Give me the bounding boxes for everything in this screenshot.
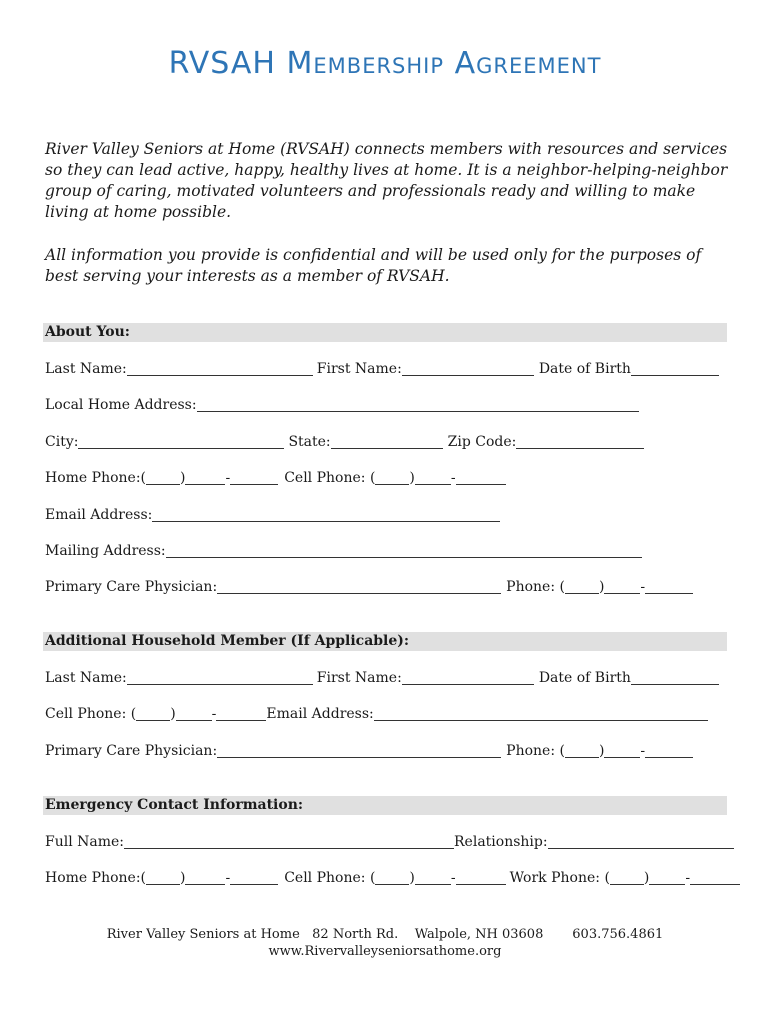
home-phone-area-field[interactable] (146, 470, 180, 485)
emergency-phones-row (45, 868, 740, 888)
about-you-section-header (43, 323, 727, 342)
emergency-full-name-field[interactable] (124, 834, 454, 849)
household-section-header (43, 632, 727, 651)
household-physician-phone-line-field[interactable] (645, 743, 693, 758)
emergency-cell-line-field[interactable] (456, 870, 506, 885)
physician-phone-area-field[interactable] (565, 579, 599, 594)
state-label: State: (288, 434, 331, 450)
first-name-field[interactable] (402, 361, 534, 376)
emergency-home-line-field[interactable] (230, 870, 278, 885)
last-name-label: Last Name: (45, 361, 127, 377)
household-first-name-field[interactable] (402, 670, 534, 685)
dash: - (211, 706, 217, 722)
emergency-cell-area-field[interactable] (375, 870, 409, 885)
home-phone-prefix-field[interactable] (185, 470, 225, 485)
cell-phone-area-field[interactable] (375, 470, 409, 485)
paren: ) (180, 870, 186, 886)
physician-label: Primary Care Physician: (45, 743, 218, 759)
cell-phone-label: Cell Phone: ( (45, 706, 137, 722)
household-cell-line-field[interactable] (216, 706, 266, 721)
work-phone-label: Work Phone: ( (509, 870, 610, 886)
home-phone-label: Home Phone:( (45, 470, 146, 486)
emergency-home-area-field[interactable] (146, 870, 180, 885)
last-name-label: Last Name: (45, 670, 127, 686)
household-physician-phone-prefix-field[interactable] (604, 743, 640, 758)
cell-phone-prefix-field[interactable] (415, 470, 451, 485)
first-name-label: First Name: (316, 670, 402, 686)
full-name-label: Full Name: (45, 834, 125, 850)
household-contact-row (45, 704, 708, 724)
mailing-label: Mailing Address: (45, 543, 166, 559)
dash: - (450, 470, 456, 486)
email-label: Email Address: (266, 706, 374, 722)
emergency-home-prefix-field[interactable] (185, 870, 225, 885)
state-field[interactable] (331, 434, 443, 449)
household-cell-area-field[interactable] (136, 706, 170, 721)
dash: - (640, 743, 646, 759)
footer-website: www.Rivervalleyseniorsathome.org (268, 944, 502, 959)
emergency-work-line-field[interactable] (690, 870, 740, 885)
intro-paragraph: River Valley Seniors at Home (RVSAH) connects members with resources and services so they can lead active, happy, healthy lives at home. It is a neighbor-helping-neighbor group of caring, motivated volunteers and professionals ready and willing to make living at home possible. (45, 140, 728, 221)
city-field[interactable] (78, 434, 284, 449)
cell-phone-line-field[interactable] (456, 470, 506, 485)
dob-label: Date of Birth (538, 361, 631, 377)
paren: ) (598, 743, 605, 759)
local-address-row (45, 395, 639, 415)
dash: - (225, 870, 231, 886)
section-heading: Emergency Contact Information: (45, 797, 304, 813)
zip-field[interactable] (516, 434, 644, 449)
footer-address: River Valley Seniors at Home 82 North Rd. Walpole, NH 03608 603.756.4861 (106, 927, 664, 942)
physician-phone-label: Phone: ( (506, 743, 565, 759)
mailing-row (45, 541, 642, 561)
city-state-zip-row (45, 432, 644, 452)
section-heading: Additional Household Member (If Applicable): (45, 633, 410, 649)
dob-label: Date of Birth (538, 670, 631, 686)
name-row (45, 359, 719, 379)
confidentiality-note: All information you provide is confidential and will be used only for the purposes of best serving your interests as a member of RVSAH. (45, 246, 702, 285)
section-heading: About You: (45, 324, 130, 340)
dob-field[interactable] (631, 361, 719, 376)
emergency-work-area-field[interactable] (610, 870, 644, 885)
household-cell-prefix-field[interactable] (176, 706, 212, 721)
physician-field[interactable] (217, 579, 501, 594)
physician-phone-label: Phone: ( (506, 579, 565, 595)
zip-label: Zip Code: (447, 434, 517, 450)
dash: - (450, 870, 456, 886)
dash: - (640, 579, 646, 595)
physician-phone-prefix-field[interactable] (604, 579, 640, 594)
paren: ) (180, 470, 186, 486)
household-dob-field[interactable] (631, 670, 719, 685)
email-field[interactable] (152, 507, 500, 522)
cell-phone-label: Cell Phone: ( (284, 470, 376, 486)
document-title: RVSAH Membership Agreement (168, 46, 602, 81)
relationship-label: Relationship: (454, 834, 548, 850)
first-name-label: First Name: (316, 361, 402, 377)
dash: - (225, 470, 231, 486)
emergency-relationship-field[interactable] (548, 834, 734, 849)
household-physician-field[interactable] (217, 743, 501, 758)
paren: ) (409, 870, 415, 886)
physician-label: Primary Care Physician: (45, 579, 218, 595)
home-phone-label: Home Phone:( (45, 870, 146, 886)
email-label: Email Address: (45, 507, 153, 523)
email-row (45, 505, 500, 525)
paren: ) (643, 870, 650, 886)
household-physician-phone-area-field[interactable] (565, 743, 599, 758)
mailing-field[interactable] (166, 543, 642, 558)
paren: ) (170, 706, 176, 722)
dash: - (685, 870, 691, 886)
cell-phone-label: Cell Phone: ( (284, 870, 376, 886)
emergency-name-row (45, 832, 734, 852)
household-physician-row (45, 741, 693, 761)
phones-row (45, 468, 506, 488)
household-last-name-field[interactable] (127, 670, 313, 685)
home-phone-line-field[interactable] (230, 470, 278, 485)
physician-phone-line-field[interactable] (645, 579, 693, 594)
local-address-label: Local Home Address: (45, 397, 197, 413)
paren: ) (598, 579, 605, 595)
emergency-cell-prefix-field[interactable] (415, 870, 451, 885)
local-address-field[interactable] (197, 397, 639, 412)
emergency-section-header (43, 796, 727, 815)
household-email-field[interactable] (374, 706, 708, 721)
household-name-row (45, 668, 719, 688)
city-label: City: (45, 434, 79, 450)
emergency-work-prefix-field[interactable] (649, 870, 685, 885)
last-name-field[interactable] (127, 361, 313, 376)
physician-row (45, 577, 693, 597)
paren: ) (409, 470, 415, 486)
